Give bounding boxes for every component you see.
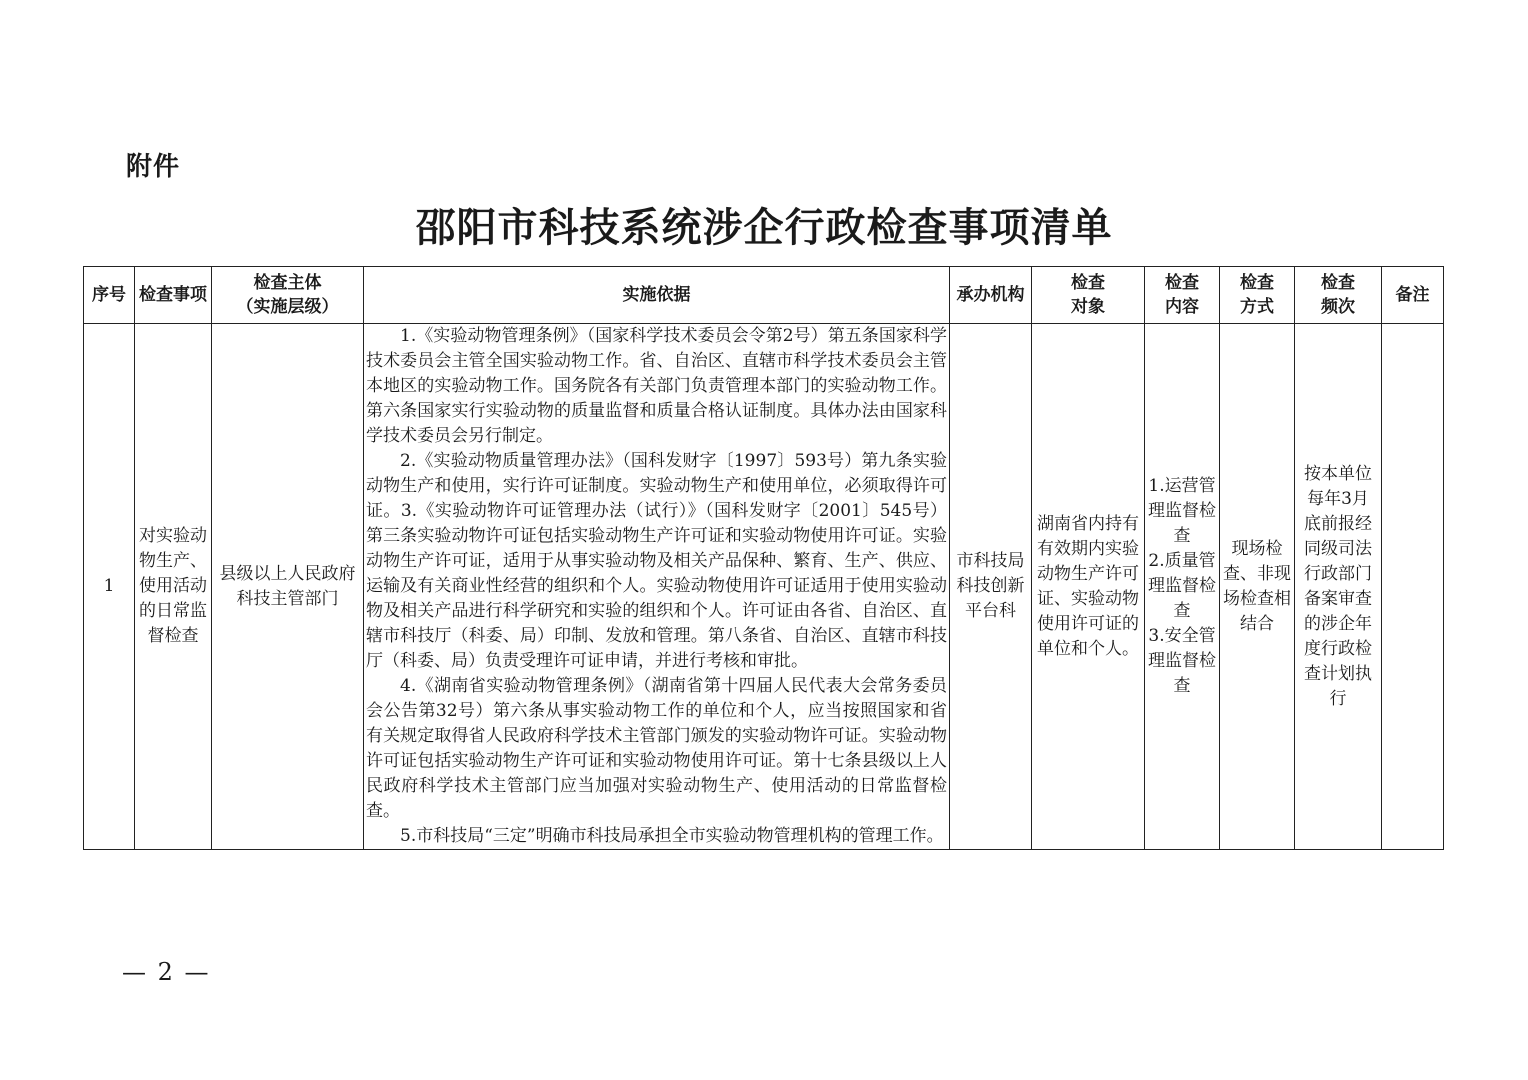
cell-content: [1145, 324, 1220, 850]
header-content-line2: 内容: [1165, 297, 1199, 317]
header-method-line2: 方式: [1240, 297, 1274, 317]
header-content-line1: 检查: [1165, 273, 1199, 293]
cell-object: 湖南省内持有有效期内实验动物生产许可证、实验动物使用许可证的单位和个人。: [1032, 324, 1145, 850]
header-subject: [212, 267, 364, 324]
table-row: [84, 324, 1444, 850]
header-content: [1145, 267, 1220, 324]
header-method-line1: 检查: [1240, 273, 1274, 293]
header-subject-line2: （实施层级）: [236, 297, 339, 317]
header-seq: 序号: [84, 267, 135, 324]
header-object-line2: 对象: [1071, 297, 1105, 317]
header-agency: 承办机构: [950, 267, 1032, 324]
header-basis: 实施依据: [364, 267, 950, 324]
cell-method: 现场检查、非现场检查相结合: [1220, 324, 1295, 850]
basis-paragraph-2: 2.《实验动物质量管理办法》（国科发财字〔1997〕593号）第九条实验动物生产和使用，实行许可证制度。实验动物生产和使用单位，必须取得许可证。3.《实验动物许可证管理办法（试行）》（国科发财字〔2001〕545号）第三条实验动物许可证包括实验动物生产许可证和实验动物使用许可证。实验动物生产许可证，适用于从事实验动物及相关产品保种、繁育、生产、供应、运输及有关商业性经营的组织和个人。实验动物使用许可证适用于使用实验动物及相关产品进行科学研究和实验的组织和个人。许可证由各省、自治区、直辖市科技厅（科委、局）印制、发放和管理。第八条省、自治区、直辖市科技厅（科委、局）负责受理许可证申请，并进行考核和审批。: [366, 451, 947, 671]
basis-paragraph-4: 5.市科技局“三定”明确市科技局承担全市实验动物管理机构的管理工作。: [400, 826, 944, 846]
header-frequency-line1: 检查: [1321, 273, 1355, 293]
header-frequency: [1295, 267, 1382, 324]
header-remarks: 备注: [1382, 267, 1444, 324]
content-item-1: 1.运营管理监督检查: [1148, 476, 1216, 546]
cell-seq: 1: [84, 324, 135, 850]
cell-basis: [364, 324, 950, 850]
inspection-items-table: [83, 266, 1444, 850]
cell-subject: 县级以上人民政府科技主管部门: [212, 324, 364, 850]
cell-item: 对实验动物生产、使用活动的日常监督检查: [135, 324, 212, 850]
cell-remarks: [1382, 324, 1444, 850]
document-title: 邵阳市科技系统涉企行政检查事项清单: [415, 205, 1113, 251]
basis-paragraph-1: 1.《实验动物管理条例》（国家科学技术委员会令第2号）第五条国家科学技术委员会主管全国实验动物工作。省、自治区、直辖市科学技术委员会主管本地区的实验动物工作。国务院各有关部门负责管理本部门的实验动物工作。第六条国家实行实验动物的质量监督和质量合格认证制度。具体办法由国家科学技术委员会另行制定。: [366, 326, 947, 446]
table-header-row: [84, 267, 1444, 324]
header-object: [1032, 267, 1145, 324]
content-item-2: 2.质量管理监督检查: [1148, 551, 1216, 621]
cell-agency: 市科技局科技创新平台科: [950, 324, 1032, 850]
header-item: 检查事项: [135, 267, 212, 324]
header-subject-line1: 检查主体: [253, 273, 322, 293]
cell-frequency: 按本单位每年3月底前报经同级司法行政部门备案审查的涉企年度行政检查计划执行: [1295, 324, 1382, 850]
page-number: — 2 —: [122, 958, 211, 986]
header-object-line1: 检查: [1071, 273, 1105, 293]
content-item-3: 3.安全管理监督检查: [1148, 626, 1216, 696]
attachment-label: 附件: [126, 152, 181, 182]
header-method: [1220, 267, 1295, 324]
basis-paragraph-3: 4.《湖南省实验动物管理条例》（湖南省第十四届人民代表大会常务委员会公告第32号）第六条从事实验动物工作的单位和个人，应当按照国家和省有关规定取得省人民政府科学技术主管部门颁发的实验动物许可证。实验动物许可证包括实验动物生产许可证和实验动物使用许可证。第十七条县级以上人民政府科学技术主管部门应当加强对实验动物生产、使用活动的日常监督检查。: [366, 676, 947, 821]
header-frequency-line2: 频次: [1321, 297, 1355, 317]
